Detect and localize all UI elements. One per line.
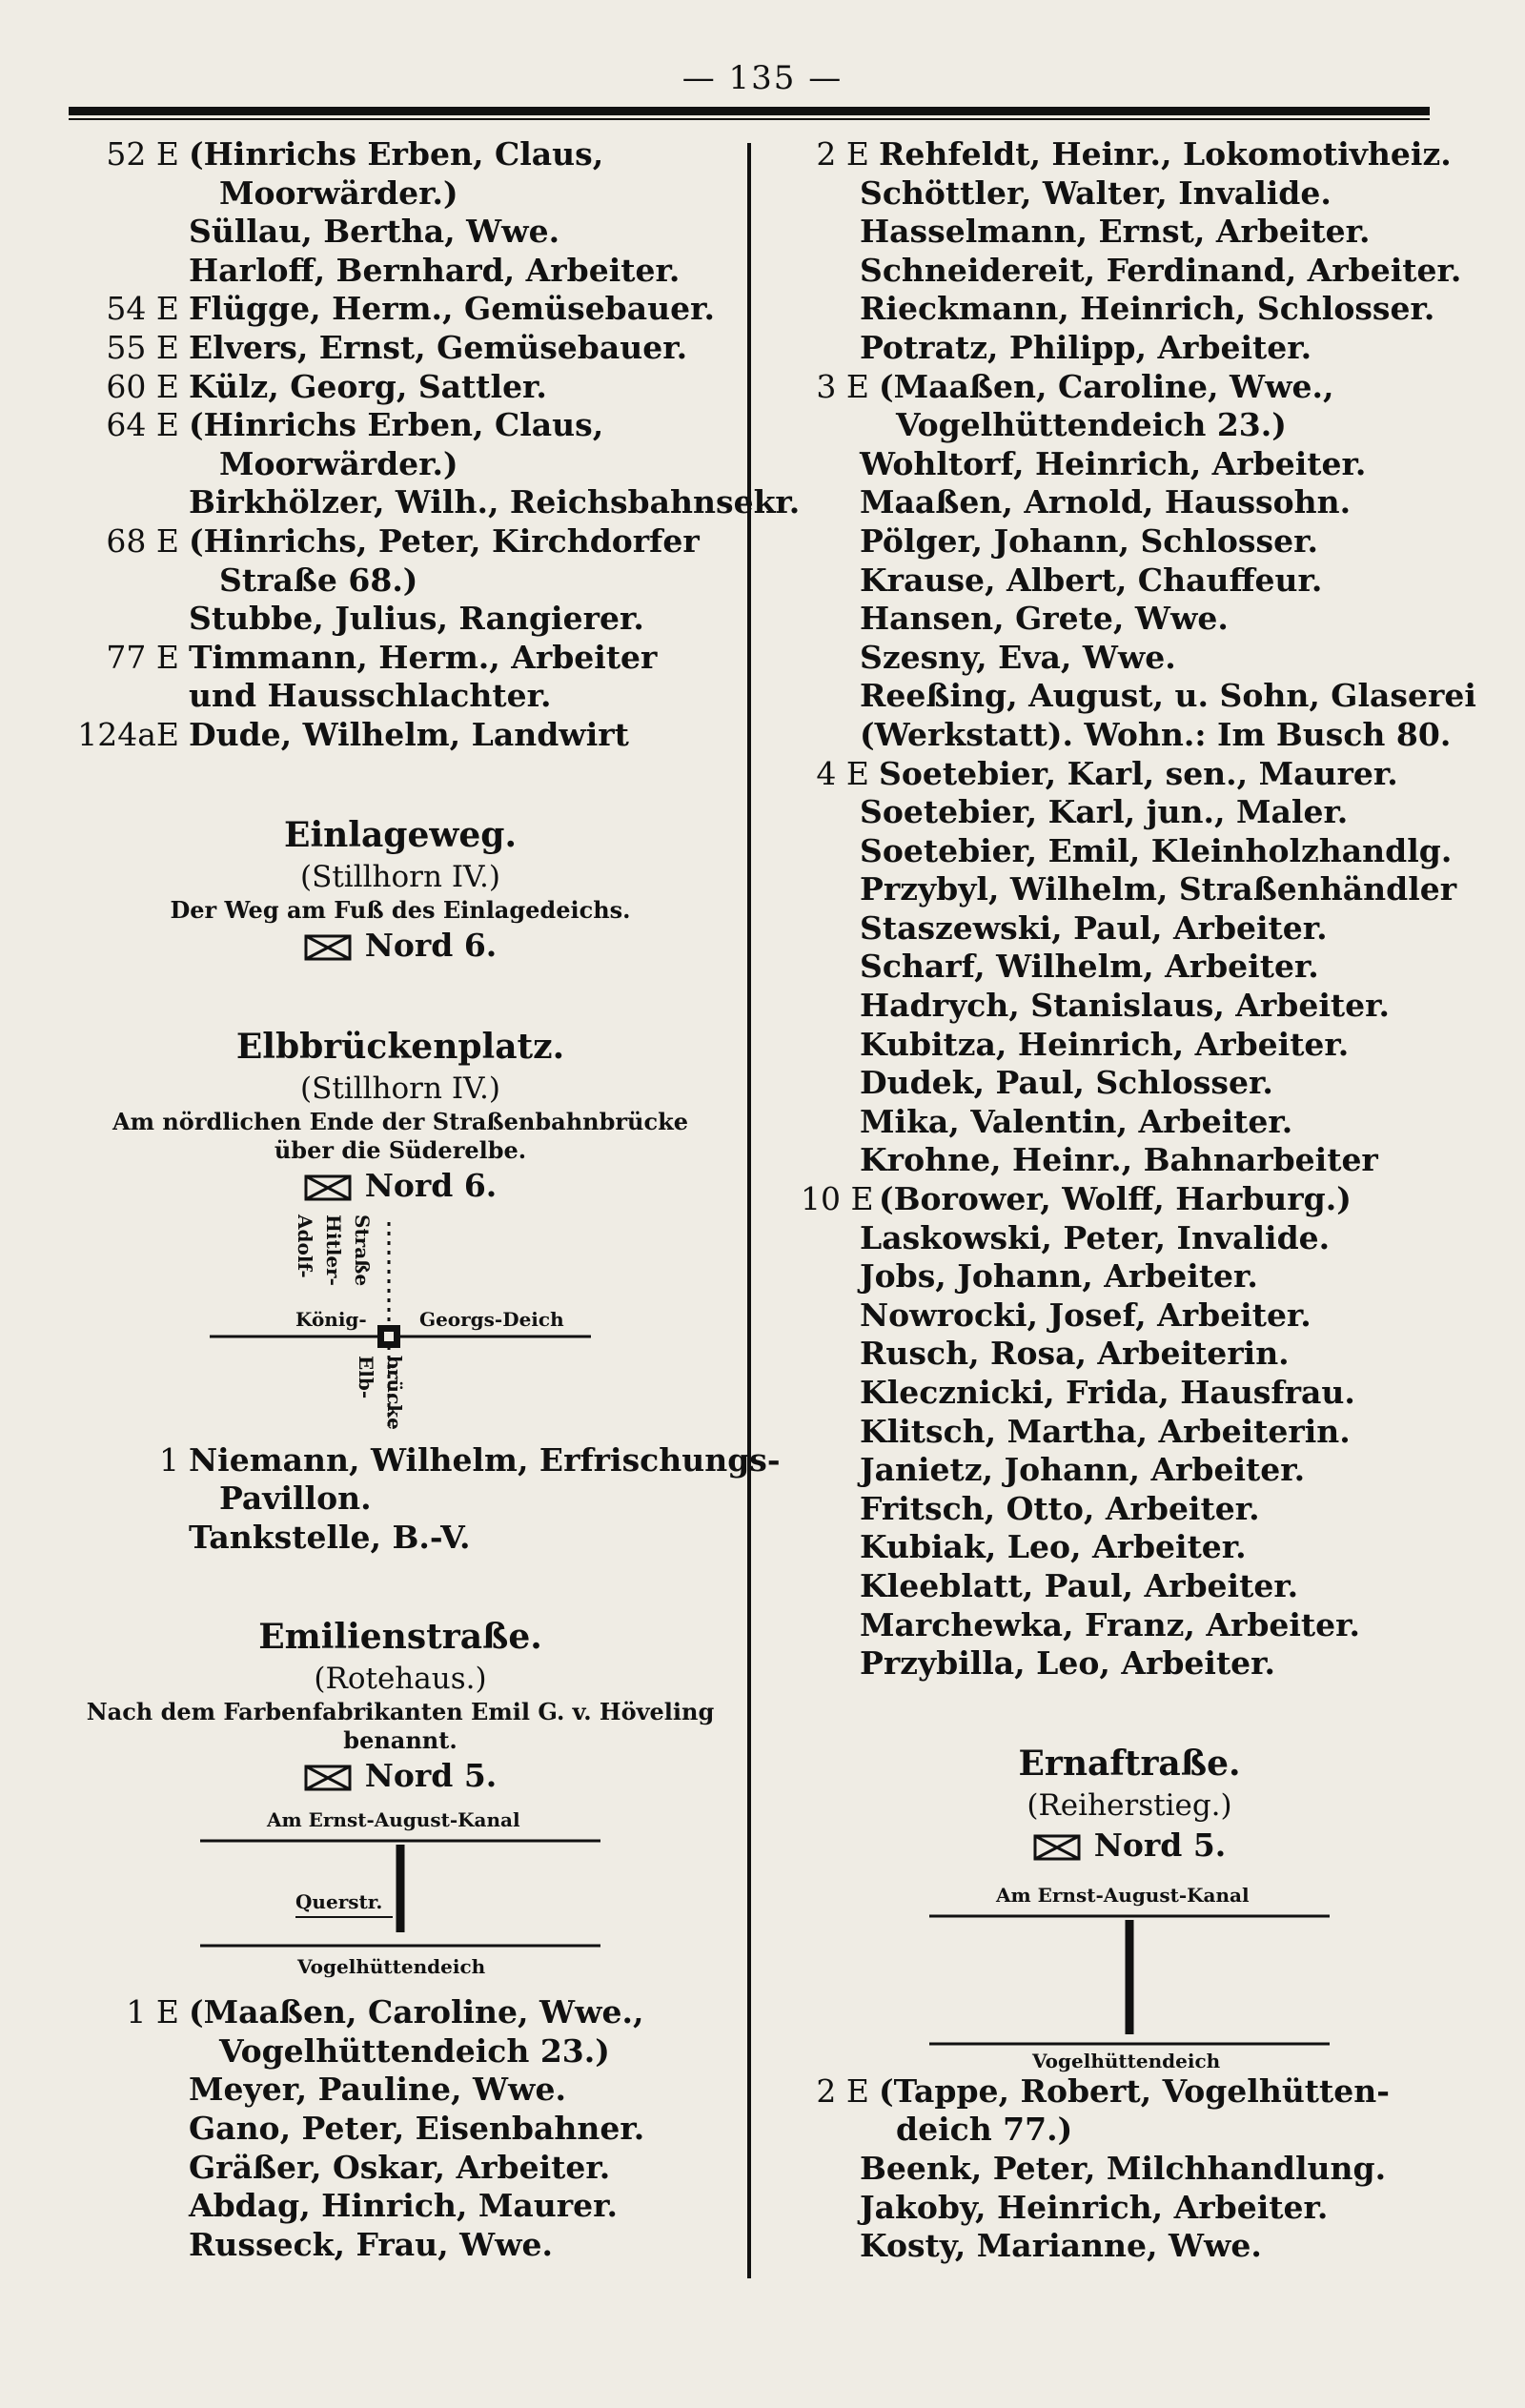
map-label-road-right: Georgs-Deich: [419, 1307, 564, 1331]
entry-text: Straße 68.): [219, 561, 418, 599]
entry-text: Moorwärder.): [219, 444, 458, 482]
postal-district: [801, 1825, 1458, 1867]
entry-text: (Borower, Wolff, Harburg.): [879, 1180, 1352, 1218]
entry-text: (Tappe, Robert, Vogelhütten-: [879, 2071, 1390, 2110]
directory-entry: [801, 483, 1458, 522]
directory-entry: [801, 600, 1458, 639]
directory-entry: [801, 1490, 1458, 1529]
entry-text: Przybyl, Wilhelm, Straßenhändler: [860, 870, 1457, 908]
entry-text: Szesny, Eva, Wwe.: [860, 638, 1176, 676]
directory-entry: [76, 1440, 781, 1480]
directory-entry: [801, 1528, 1458, 1567]
directory-entry: [76, 600, 724, 639]
entry-text: Staszewski, Paul, Arbeiter.: [860, 908, 1328, 947]
entry-text: Gano, Peter, Eisenbahner.: [189, 2110, 645, 2148]
entry-text: Laskowski, Peter, Invalide.: [860, 1218, 1331, 1256]
postal-district: [76, 1165, 724, 1207]
entry-text: Klitsch, Martha, Arbeiterin.: [860, 1412, 1351, 1450]
entry-text: Flügge, Herm., Gemüsebauer.: [189, 290, 715, 328]
entry-text: Schöttler, Walter, Invalide.: [860, 173, 1332, 212]
district: (Rotehaus.): [314, 1662, 487, 1697]
entry-text: Beenk, Peter, Milchhandlung.: [860, 2149, 1387, 2187]
entry-text: Pavillon.: [219, 1479, 372, 1518]
directory-entry: [76, 716, 724, 755]
house-number: 2 E: [816, 135, 869, 173]
directory-entry: [801, 2072, 1458, 2112]
house-number: 54 E: [106, 290, 179, 328]
directory-entry: [76, 368, 724, 407]
emilienstrasse-entries: [76, 1993, 724, 2264]
entry-text: Soetebier, Karl, jun., Maler.: [860, 793, 1349, 831]
directory-entry: [76, 2187, 724, 2226]
house-number: 60 E: [106, 367, 179, 405]
house-number: 3 E: [816, 367, 869, 405]
directory-entry: [801, 793, 1458, 832]
entry-text: Dudek, Paul, Schlosser.: [860, 1064, 1273, 1102]
entry-text: (Hinrichs Erben, Claus,: [189, 135, 604, 173]
map-label-bottom: Vogelhüttendeich: [297, 1955, 486, 1979]
entry-text: Janietz, Johann, Arbeiter.: [860, 1451, 1306, 1489]
directory-entry: [76, 406, 724, 445]
directory-entry: [76, 561, 724, 601]
entry-text: Hansen, Grete, Wwe.: [860, 600, 1229, 638]
entry-text: Soetebier, Emil, Kleinholzhandlg.: [860, 831, 1453, 869]
directory-entry: [801, 213, 1458, 252]
entry-text: Maaßen, Arnold, Haussohn.: [860, 483, 1352, 521]
directory-entry: [76, 1519, 724, 1558]
street-title: Einlageweg.: [284, 814, 517, 855]
envelope-icon: [1033, 1834, 1081, 1861]
street-emilienstrasse: [76, 1614, 724, 1993]
postal-code: Nord 5.: [1093, 1826, 1227, 1864]
directory-entry: [801, 368, 1458, 407]
location-map: [191, 1213, 610, 1441]
street-description: Der Weg am Fuß des Einlagedeichs.: [170, 895, 631, 924]
directory-entry: [76, 2071, 724, 2110]
directory-entry: [801, 2189, 1458, 2228]
entry-text: Tankstelle, B.-V.: [189, 1518, 471, 1556]
location-map: [191, 1803, 610, 1993]
entry-text: Mika, Valentin, Arbeiter.: [860, 1102, 1293, 1140]
map-label-top: Am Ernst-August-Kanal: [267, 1808, 520, 1832]
street-title: Ernaftraße.: [1018, 1743, 1241, 1784]
street-elbbrueckenplatz: [76, 1024, 724, 1441]
entry-text: Kleeblatt, Paul, Arbeiter.: [860, 1566, 1299, 1604]
column-divider: [747, 143, 751, 2278]
entry-text: Niemann, Wilhelm, Erfrischungs-: [189, 1440, 781, 1479]
house-number: 1 E: [126, 1993, 179, 2031]
envelope-icon: [304, 1765, 352, 1791]
entry-text: Kosty, Marianne, Wwe.: [860, 2227, 1262, 2265]
entry-text: Rieckmann, Heinrich, Schlosser.: [860, 290, 1435, 328]
entry-text: Abdag, Hinrich, Maurer.: [189, 2187, 619, 2225]
entry-text: Scharf, Wilhelm, Arbeiter.: [860, 948, 1319, 986]
entry-text: Potratz, Philipp, Arbeiter.: [860, 328, 1312, 366]
entry-text: Gräßer, Oskar, Arbeiter.: [189, 2148, 611, 2186]
directory-entry: [801, 1413, 1458, 1452]
directory-entry: [801, 639, 1458, 678]
directory-entry: [801, 755, 1458, 794]
entry-text: (Werkstatt). Wohn.: Im Busch 80.: [860, 715, 1452, 753]
directory-entry: [801, 948, 1458, 987]
directory-entry: [801, 2227, 1458, 2266]
map-label-road-left: König-: [295, 1307, 367, 1331]
map-label-street: Adolf-: [294, 1214, 316, 1278]
street-ernastrasse: [801, 1741, 1458, 2072]
map-label-bridge: brücke: [383, 1355, 406, 1430]
entry-text: Elvers, Ernst, Gemüsebauer.: [189, 328, 688, 366]
directory-entry: [801, 445, 1458, 484]
ernastrasse-entries: [801, 2072, 1458, 2266]
entry-text: Hadrych, Stanislaus, Arbeiter.: [860, 987, 1390, 1025]
entry-text: Moorwärder.): [219, 173, 458, 212]
entry-text: und Hausschlachter.: [189, 677, 552, 715]
entry-text: Schneidereit, Ferdinand, Arbeiter.: [860, 251, 1462, 289]
entry-text: Kubitza, Heinrich, Arbeiter.: [860, 1025, 1350, 1063]
directory-entry: [76, 2032, 724, 2071]
right-entries-block: [801, 135, 1476, 1684]
map-label-side: Querstr.: [295, 1890, 383, 1914]
directory-entry: [801, 1141, 1458, 1180]
house-number: 52 E: [106, 135, 179, 173]
entry-text: (Hinrichs Erben, Claus,: [189, 406, 604, 444]
entry-text: Nowrocki, Josef, Arbeiter.: [860, 1296, 1312, 1334]
entry-text: (Maaßen, Caroline, Wwe.,: [879, 367, 1334, 405]
directory-entry: [801, 1257, 1458, 1296]
house-number: 64 E: [106, 406, 179, 444]
location-map: [920, 1872, 1339, 2072]
district: (Stillhorn IV.): [300, 1071, 500, 1106]
directory-entry: [76, 639, 724, 678]
house-number: 55 E: [106, 328, 179, 366]
house-number: 4 E: [816, 754, 869, 792]
entry-text: Soetebier, Karl, sen., Maurer.: [879, 754, 1398, 792]
directory-entry: [76, 2226, 724, 2265]
map-label-top: Am Ernst-August-Kanal: [996, 1883, 1250, 1907]
house-number: 1: [159, 1440, 179, 1479]
directory-entry: [801, 1606, 1458, 1645]
entry-text: Birkhölzer, Wilh., Reichsbahnsekr.: [189, 483, 801, 521]
entry-text: Hasselmann, Ernst, Arbeiter.: [860, 213, 1371, 251]
directory-entry: [76, 677, 724, 716]
street-einlageweg: [76, 812, 724, 967]
left-column: [76, 135, 801, 2264]
directory-entry: [801, 987, 1458, 1026]
entry-text: Kubiak, Leo, Arbeiter.: [860, 1528, 1247, 1566]
directory-entry: [801, 290, 1458, 329]
directory-entry: [801, 1219, 1458, 1258]
directory-entry: [76, 2110, 724, 2149]
directory-entry: [801, 561, 1458, 601]
directory-entry: [801, 1064, 1458, 1103]
directory-entry: [801, 1567, 1458, 1606]
directory-entry: [801, 174, 1458, 214]
directory-entry: [801, 1026, 1458, 1065]
directory-entry: [801, 1374, 1458, 1413]
map-label-street: Hitler-: [322, 1214, 345, 1286]
directory-entry: [801, 1103, 1458, 1142]
house-number: 2 E: [816, 2071, 869, 2110]
entry-text: (Hinrichs, Peter, Kirchdorfer: [189, 521, 700, 560]
directory-entry: [76, 135, 724, 174]
entry-text: Marchewka, Franz, Arbeiter.: [860, 1605, 1361, 1643]
entry-text: Dude, Wilhelm, Landwirt: [189, 715, 629, 753]
directory-entry: [801, 1180, 1458, 1219]
entry-text: Vogelhüttendeich 23.): [896, 406, 1287, 444]
envelope-icon: [304, 1174, 352, 1201]
directory-entry: [76, 1993, 724, 2032]
street-description: Nach dem Farbenfabrikanten Emil G. v. Höveling benannt.: [86, 1698, 715, 1755]
entry-text: (Maaßen, Caroline, Wwe.,: [189, 1993, 644, 2031]
entry-text: Meyer, Pauline, Wwe.: [189, 2071, 566, 2109]
entry-text: Russeck, Frau, Wwe.: [189, 2225, 554, 2263]
entry-text: Külz, Georg, Sattler.: [189, 367, 547, 405]
directory-entry: [801, 1644, 1458, 1684]
entry-text: Reeßing, August, u. Sohn, Glaserei: [860, 677, 1476, 715]
entry-text: Krause, Albert, Chauffeur.: [860, 561, 1323, 599]
entry-text: Krohne, Heinr., Bahnarbeiter: [860, 1141, 1378, 1179]
house-number: 77 E: [106, 638, 179, 676]
right-column: [801, 135, 1476, 2266]
directory-entry: [801, 2150, 1458, 2189]
house-number: 124aE: [77, 715, 179, 753]
directory-entry: [801, 1296, 1458, 1336]
directory-entry: [76, 213, 724, 252]
entry-text: Wohltorf, Heinrich, Arbeiter.: [860, 444, 1367, 482]
directory-entry: [801, 406, 1458, 445]
entry-text: deich 77.): [896, 2111, 1073, 2149]
directory-entry: [76, 174, 724, 214]
entry-text: Rusch, Rosa, Arbeiterin.: [860, 1335, 1290, 1373]
entry-text: Süllau, Bertha, Wwe.: [189, 213, 560, 251]
page-number: — 135 —: [681, 59, 844, 97]
street-title: Elbbrückenplatz.: [235, 1026, 565, 1067]
entry-text: Fritsch, Otto, Arbeiter.: [860, 1489, 1260, 1527]
directory-entry: [76, 522, 724, 561]
directory-entry: [76, 2149, 724, 2188]
directory-entry: [801, 2111, 1458, 2150]
directory-entry: [801, 870, 1458, 909]
postal-code: Nord 6.: [364, 926, 498, 964]
directory-entry: [76, 329, 724, 368]
directory-entry: [801, 251, 1462, 291]
directory-entry: [76, 483, 801, 522]
postal-district: [76, 1755, 724, 1797]
entry-text: Stubbe, Julius, Rangierer.: [189, 600, 644, 638]
left-entries-block: [76, 135, 801, 755]
map-label-bridge: Elb-: [355, 1355, 377, 1398]
street-description: Am nördlichen Ende der Straßenbahnbrücke: [112, 1107, 688, 1135]
entry-text: Harloff, Bernhard, Arbeiter.: [189, 251, 681, 289]
house-number: 68 E: [106, 521, 179, 560]
district: (Stillhorn IV.): [300, 859, 500, 894]
directory-entry: [801, 677, 1476, 716]
envelope-icon: [304, 934, 352, 961]
entry-text: Jakoby, Heinrich, Arbeiter.: [860, 2188, 1329, 2226]
directory-entry: [801, 909, 1458, 949]
street-title: Emilienstraße.: [258, 1617, 542, 1658]
entry-text: Jobs, Johann, Arbeiter.: [860, 1257, 1258, 1296]
district: (Reiherstieg.): [1027, 1787, 1232, 1823]
entry-text: Rehfeldt, Heinr., Lokomotivheiz.: [879, 135, 1452, 173]
directory-entry: [76, 445, 724, 484]
postal-code: Nord 6.: [364, 1166, 498, 1204]
directory-entry: [801, 522, 1458, 561]
directory-entry: [76, 1479, 724, 1519]
entry-text: Przybilla, Leo, Arbeiter.: [860, 1644, 1276, 1683]
house-number: 10 E: [801, 1180, 874, 1218]
entry-text: Klecznicki, Frida, Hausfrau.: [860, 1374, 1355, 1411]
directory-entry: [801, 1335, 1458, 1374]
entry-text: Pölger, Johann, Schlosser.: [860, 521, 1318, 560]
postal-code: Nord 5.: [364, 1757, 498, 1795]
map-label-street: Straße: [351, 1214, 374, 1286]
map-label-bottom: Vogelhüttendeich: [1032, 2049, 1221, 2072]
entry-text: Timmann, Herm., Arbeiter: [189, 638, 658, 676]
directory-entry: [801, 1451, 1458, 1490]
directory-entry: [76, 290, 724, 329]
elbbrueckenplatz-entries: [76, 1440, 781, 1558]
directory-entry: [801, 832, 1458, 871]
directory-entry: [801, 716, 1458, 755]
header-rule: [69, 107, 1430, 120]
street-description: über die Süderelbe.: [274, 1135, 527, 1164]
postal-district: [76, 925, 724, 967]
directory-entry: [801, 329, 1458, 368]
directory-entry: [76, 252, 724, 291]
entry-text: Vogelhüttendeich 23.): [219, 2031, 610, 2070]
directory-entry: [801, 135, 1458, 174]
